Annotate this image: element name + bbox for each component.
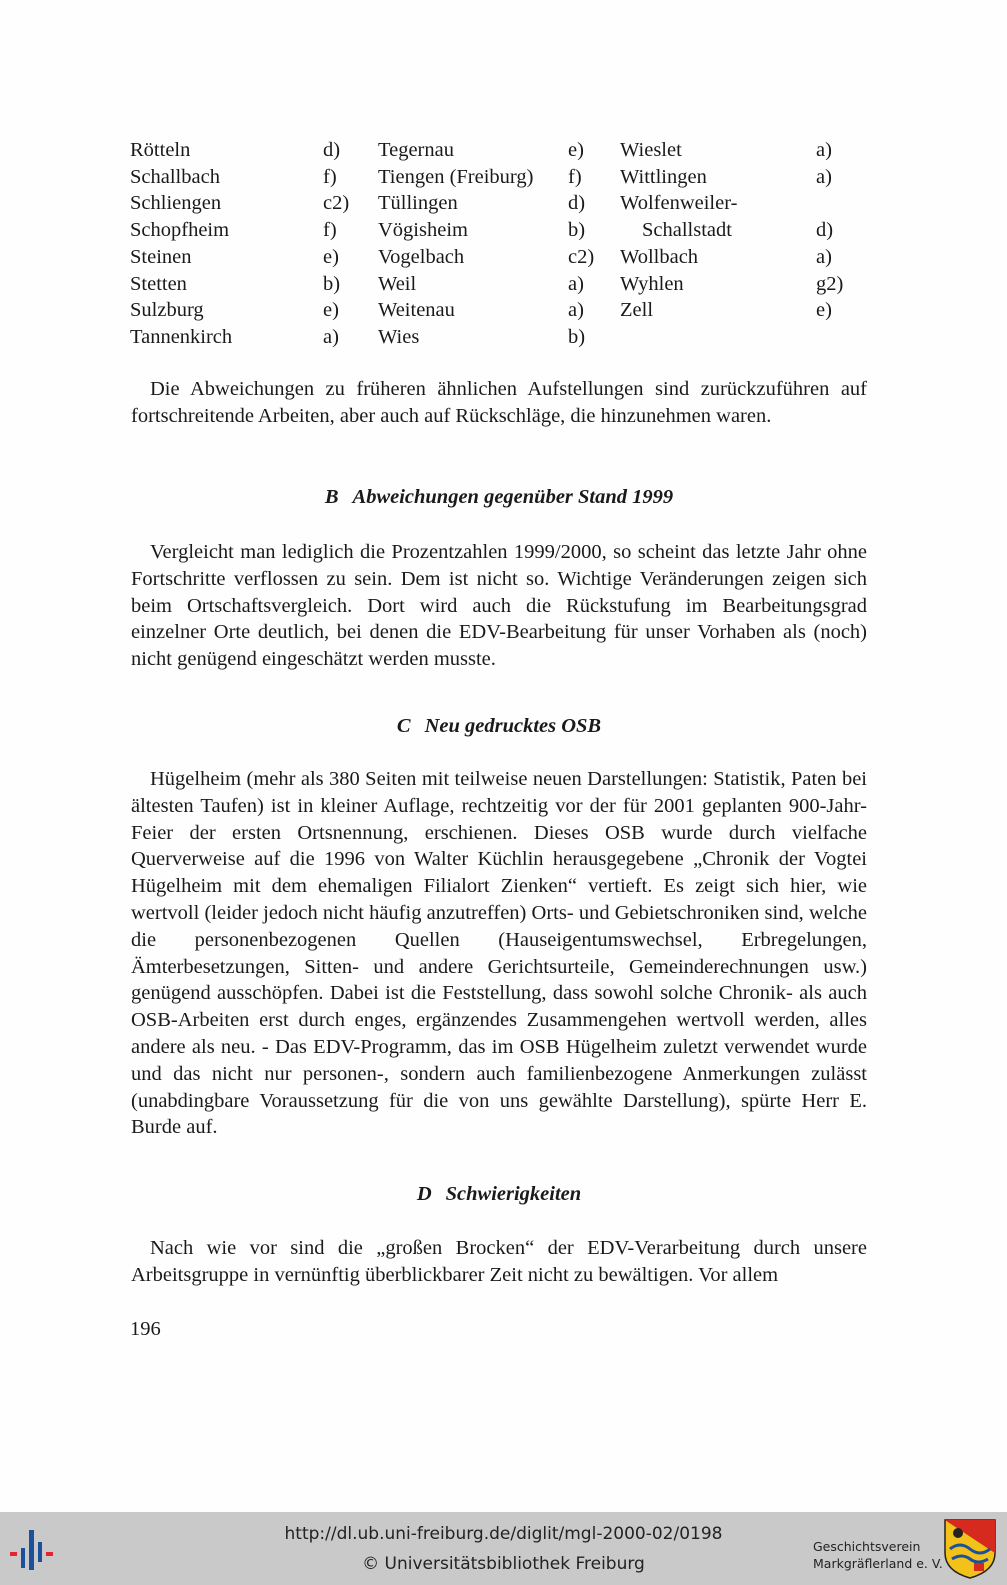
place-name: Tegernau (378, 139, 454, 161)
place-status-code: f) (323, 219, 337, 242)
place-status-code: a) (816, 139, 832, 161)
section-d-paragraph: Nach wie vor sind die „großen Brocken“ der EDV-Verarbeitung durch unsere Arbeitsgruppe in vernünftig überblickbarer Zeit nicht zu bewältigen. Vor allem (131, 1237, 867, 1286)
place-status-code: b) (568, 325, 586, 348)
place-name: Vögisheim (378, 219, 468, 242)
place-name: Steinen (130, 245, 192, 268)
place-status-code: d) (816, 219, 834, 242)
section-b-letter: B (324, 486, 339, 508)
place-status-code: f) (568, 165, 582, 188)
place-status-code: d) (323, 139, 341, 161)
place-name: Wieslet (620, 139, 682, 161)
source-url-link[interactable]: http://dl.ub.uni-freiburg.de/diglit/mgl-2000-02/0198 (284, 1524, 723, 1544)
footer-bar (0, 1512, 1007, 1585)
society-name (813, 1538, 943, 1572)
society-name-line2: Markgräflerland e. V. (813, 1556, 943, 1571)
place-status-code: a) (568, 299, 584, 322)
place-name: Stetten (130, 272, 187, 295)
place-name: Weil (378, 272, 417, 295)
place-name: Wittlingen (620, 165, 707, 188)
copyright-text: © Universitätsbibliothek Freiburg (362, 1554, 645, 1574)
intro-paragraph: Die Abweichungen zu früheren ähnlichen Aufstellungen sind zurückzuführen auf fortschreitende Arbeiten, aber auch auf Rückschläge, die hinzunehmen waren. (131, 378, 867, 427)
place-name: Wies (378, 325, 420, 348)
place-name: Wyhlen (620, 272, 684, 295)
place-name: Wollbach (620, 245, 699, 268)
place-name: Vogelbach (378, 245, 465, 268)
place-status-code: g2) (816, 272, 844, 295)
place-name: Tüllingen (378, 192, 458, 215)
page-number: 196 (130, 1318, 161, 1340)
coat-of-arms-icon (944, 1519, 996, 1579)
place-status-code: c2) (568, 245, 595, 268)
place-status-code: a) (568, 272, 584, 295)
place-name: Schopfheim (130, 219, 230, 242)
place-status-code: e) (323, 299, 339, 322)
section-d-title: Schwierigkeiten (445, 1183, 582, 1205)
place-name: Wolfenweiler- (620, 192, 738, 215)
section-b-heading (131, 484, 867, 511)
place-name: Tannenkirch (130, 325, 233, 348)
society-name-line1: Geschichtsverein (813, 1539, 921, 1554)
place-status-code: b) (323, 272, 341, 295)
place-name: Zell (620, 299, 654, 322)
place-name: Schallstadt (642, 219, 732, 242)
place-name: Schliengen (130, 192, 222, 215)
place-name: Rötteln (130, 139, 191, 161)
section-b-title: Abweichungen gegenüber Stand 1999 (352, 486, 674, 508)
section-d-letter: D (416, 1183, 432, 1205)
place-status-code: e) (816, 299, 832, 322)
place-status-code: a) (816, 165, 832, 188)
place-status-code: e) (568, 139, 584, 161)
place-status-code: e) (323, 245, 339, 268)
place-status-code: d) (568, 192, 586, 215)
place-name: Schallbach (130, 165, 220, 188)
place-name: Sulzburg (130, 299, 204, 322)
place-name: Weitenau (378, 299, 455, 322)
place-status-code: f) (323, 165, 337, 188)
place-status-code: a) (323, 325, 339, 348)
section-b-paragraph: Vergleicht man lediglich die Prozentzahlen 1999/2000, so scheint das letzte Jahr ohne Fortschritte verflossen zu sein. Dem ist nicht so. Wichtige Veränderungen zeigen sich beim Ortschaftsvergleich. Dort wird auch die Rückstufung im Bearbeitungsgrad einzelner Orte deutlich, bei denen die EDV-Bearbeitung für unser Vorhaben als (noch) nicht genügend eingeschätzt werden musste. (131, 541, 867, 671)
section-c-paragraph: Hügelheim (mehr als 380 Seiten mit teilweise neuen Darstellungen: Statistik, Paten bei ältesten Taufen) ist in kleiner Auflage, rechtzeitig vor der für 2001 geplanten 900-Jahr-Feier der ersten Ortsnennung, erschienen. Dieses OSB wurde durch vielfache Querverweise auf die 1996 von Walter Küchlin herausgegebene „Chronik der Vogtei Hügelheim mit dem ehemaligen Filialort Zienken“ vertieft. Es zeigt sich hier, wie wertvoll (leider jedoch nicht häufig anzutreffen) Orts- und Gebietschroniken sind, welche die personenbezogenen Quellen (Hauseigentumswechsel, Erbregelungen, Ämterbesetzungen, Sitten- und andere Gerichtsurteile, Gemeinderechnungen usw.) genügend ausschöpfen. Dabei ist die Feststellung, dass sowohl solche Chronik- als auch OSB-Arbeiten erst durch enges, ergänzendes Zusammengehen wertvoll werden, alles andere als neu. - Das EDV-Programm, das im OSB Hügelheim zuletzt verwendet wurde und das nicht nur personen-, sondern auch familienbezogene Anmerkungen zulässt (unabdingbare Voraussetzung für die von uns gewählte Darstellung), spürte Herr E. Burde auf. (131, 768, 867, 1139)
section-c-title: Neu gedrucktes OSB (424, 715, 602, 737)
section-c-letter: C (396, 715, 411, 737)
place-status-code: a) (816, 245, 832, 268)
place-name: Tiengen (Freiburg) (378, 165, 534, 188)
place-status-code: c2) (323, 192, 350, 215)
place-status-code: b) (568, 219, 586, 242)
section-c-heading (131, 713, 867, 740)
section-d-heading (131, 1181, 867, 1208)
